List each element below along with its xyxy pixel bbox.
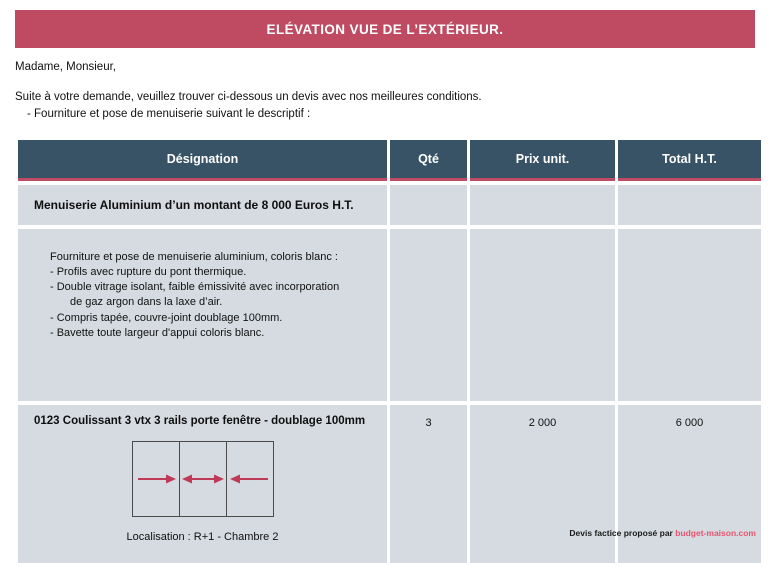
column-header-designation: Désignation xyxy=(18,140,387,181)
section-total-cell xyxy=(618,185,761,225)
footer-credit-text: Devis factice proposé par xyxy=(569,528,676,538)
quote-table xyxy=(15,136,764,567)
product-designation-cell xyxy=(18,405,387,563)
table-header xyxy=(18,140,761,181)
column-header-qty: Qté xyxy=(390,140,467,181)
arrow-right-icon xyxy=(136,471,176,487)
product-localisation: Localisation : R+1 - Chambre 2 xyxy=(126,531,279,543)
intro-sub-line: - Fourniture et pose de menuiserie suivant le descriptif : xyxy=(27,107,311,120)
list-item: - Bavette toute largeur d'appui coloris blanc. xyxy=(50,326,265,339)
page-title: ELÉVATION VUE DE L’EXTÉRIEUR. xyxy=(266,21,504,37)
footer-brand-link[interactable]: budget-maison.com xyxy=(675,528,756,538)
pane-right-arrow xyxy=(133,442,180,516)
table-header-row xyxy=(18,140,761,181)
product-qty-cell: 3 xyxy=(390,405,467,563)
arrow-left-icon xyxy=(230,471,270,487)
salutation-line: Madame, Monsieur, xyxy=(15,61,116,73)
document-title-banner xyxy=(15,10,755,48)
arrow-left-right-icon xyxy=(182,471,224,487)
product-total-cell: 6 000 xyxy=(618,405,761,563)
table-body xyxy=(18,185,761,563)
pane-double-arrow xyxy=(180,442,227,516)
column-header-total: Total H.T. xyxy=(618,140,761,181)
intro-text-block xyxy=(15,60,755,121)
section-qty-cell xyxy=(390,185,467,225)
window-elevation-diagram xyxy=(132,441,274,517)
product-title: 0123 Coulissant 3 vtx 3 rails porte fenêtre - doublage 100mm xyxy=(34,415,366,427)
product-unit-price-cell: 2 000 xyxy=(470,405,615,563)
list-item: - Profils avec rupture du pont thermique. xyxy=(50,266,247,278)
section-unit-price-cell xyxy=(470,185,615,225)
list-item: - Double vitrage isolant, faible émissivité avec incorporation xyxy=(50,281,340,294)
description-unit-price-cell xyxy=(470,229,615,401)
list-item: de gaz argon dans la laxe d’air. xyxy=(70,296,223,309)
intro-lead-line: Suite à votre demande, veuillez trouver ci-dessous un devis avec nos meilleures conditions. xyxy=(15,91,482,104)
description-heading: Fourniture et pose de menuiserie aluminium, coloris blanc : xyxy=(50,251,338,263)
description-bullet-list xyxy=(50,265,387,341)
footer-credit xyxy=(569,528,756,538)
description-cell xyxy=(18,229,387,401)
description-qty-cell xyxy=(390,229,467,401)
description-total-cell xyxy=(618,229,761,401)
column-header-unit-price: Prix unit. xyxy=(470,140,615,181)
list-item: - Compris tapée, couvre-joint doublage 100mm. xyxy=(50,311,283,324)
table-row xyxy=(18,405,761,563)
pane-left-arrow xyxy=(227,442,273,516)
table-row xyxy=(18,229,761,401)
section-title-cell: Menuiserie Aluminium d’un montant de 8 000 Euros H.T. xyxy=(18,185,387,225)
table-row xyxy=(18,185,761,225)
